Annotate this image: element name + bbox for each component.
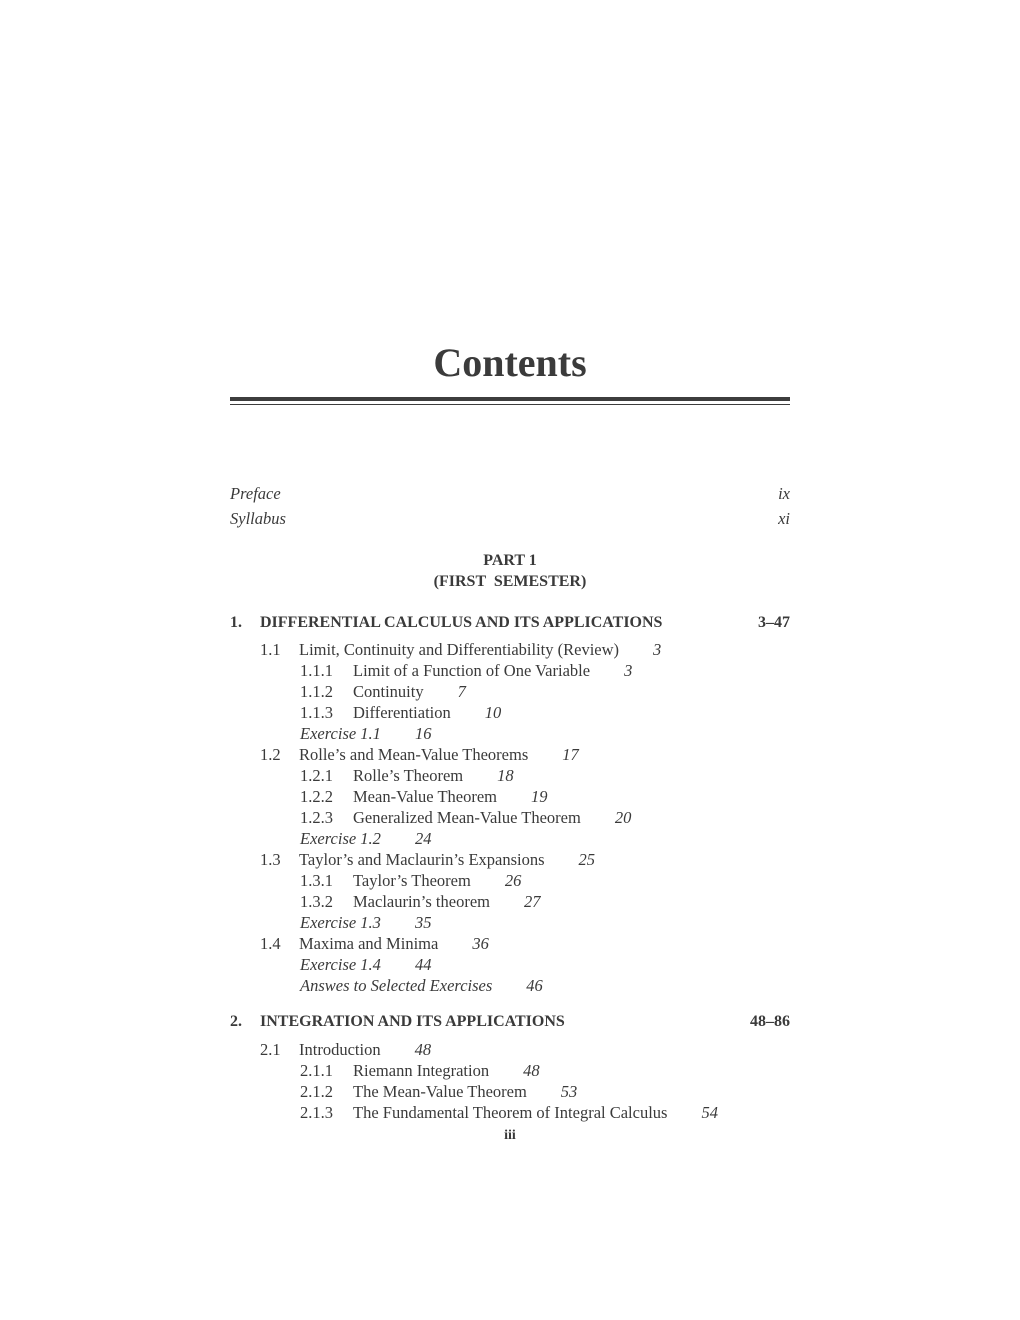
entry-title: Exercise 1.3	[300, 913, 381, 932]
chapter-page-range: 3–47	[758, 614, 790, 631]
entry-title: Exercise 1.4	[300, 955, 381, 974]
front-matter-preface[interactable]	[230, 483, 790, 505]
entry-page: 18	[497, 766, 514, 785]
entry-title: Exercise 1.2	[300, 829, 381, 848]
toc-entry[interactable]	[260, 744, 579, 766]
page-number: iii	[504, 1128, 516, 1143]
entry-page: 48	[414, 1040, 432, 1059]
toc-entry[interactable]	[300, 870, 521, 892]
chapter-title: DIFFERENTIAL CALCULUS AND ITS APPLICATIONS	[260, 614, 663, 631]
chapter-heading[interactable]	[230, 612, 790, 634]
toc-entry[interactable]	[300, 681, 466, 703]
entry-title: Introduction	[299, 1040, 381, 1059]
entry-page: 3	[653, 640, 662, 659]
entry-page: 10	[484, 703, 502, 722]
entry-page: 36	[472, 934, 489, 953]
entry-title: Rolle’s and Mean-Value Theorems	[299, 745, 529, 764]
toc-exercise[interactable]	[300, 912, 431, 934]
entry-title: Generalized Mean-Value Theorem	[353, 808, 581, 827]
entry-number: 1.4	[260, 934, 281, 953]
entry-number: 1.2.2	[300, 787, 333, 806]
entry-page: 27	[524, 892, 541, 911]
title-rule-thick	[230, 397, 790, 401]
toc-entry[interactable]	[300, 702, 501, 724]
entry-page: 3	[624, 661, 633, 680]
chapter-page-range: 48–86	[750, 1013, 790, 1030]
entry-title: Exercise 1.1	[300, 724, 381, 743]
entry-title: Limit of a Function of One Variable	[353, 661, 591, 680]
toc-entry[interactable]	[300, 807, 631, 829]
front-matter-label: Syllabus	[230, 509, 286, 528]
entry-title: Rolle’s Theorem	[353, 766, 464, 785]
part-subtitle: (FIRST SEMESTER)	[433, 573, 587, 590]
entry-number: 1.3.2	[300, 892, 333, 911]
entry-number: 1.1.2	[300, 682, 333, 701]
entry-number: 2.1	[260, 1040, 281, 1059]
entry-page: 54	[701, 1103, 718, 1122]
entry-page: 24	[414, 829, 432, 848]
chapter-number: 2.	[230, 1013, 242, 1030]
entry-number: 2.1.2	[300, 1082, 333, 1101]
toc-entry[interactable]	[300, 660, 632, 682]
entry-title: Limit, Continuity and Differentiability (Review)	[299, 640, 620, 659]
toc-entry[interactable]	[260, 849, 595, 871]
entry-page: 25	[578, 850, 596, 869]
entry-title: Continuity	[353, 682, 424, 701]
toc-answers[interactable]	[300, 975, 543, 997]
entry-title: Maclaurin’s theorem	[353, 892, 490, 911]
front-matter-page: xi	[778, 509, 790, 528]
toc-entry[interactable]	[300, 1081, 577, 1103]
entry-number: 1.2	[260, 745, 281, 764]
entry-title: Taylor’s and Maclaurin’s Expansions	[299, 850, 545, 869]
entry-number: 1.1.3	[300, 703, 333, 722]
entry-title: Taylor’s Theorem	[353, 871, 471, 890]
toc-entry[interactable]	[300, 765, 514, 787]
toc-exercise[interactable]	[300, 723, 431, 745]
chapter-heading[interactable]	[230, 1011, 790, 1033]
entry-page: 53	[560, 1082, 578, 1101]
entry-page: 35	[414, 913, 432, 932]
front-matter-label: Preface	[230, 484, 281, 503]
toc-entry[interactable]	[260, 639, 661, 661]
entry-page: 20	[614, 808, 632, 827]
entry-title: Differentiation	[353, 703, 451, 722]
entry-number: 1.3	[260, 850, 281, 869]
toc-entry[interactable]	[260, 933, 489, 955]
page-title: Contents	[433, 340, 587, 385]
front-matter-syllabus[interactable]	[230, 508, 790, 530]
entry-page: 48	[523, 1061, 540, 1080]
entry-title: The Fundamental Theorem of Integral Calculus	[353, 1103, 668, 1122]
chapter-title: INTEGRATION AND ITS APPLICATIONS	[260, 1013, 565, 1030]
entry-title: Mean-Value Theorem	[353, 787, 498, 806]
entry-page: 46	[526, 976, 543, 995]
entry-title: Maxima and Minima	[299, 934, 439, 953]
entry-number: 1.3.1	[300, 871, 333, 890]
toc-entry[interactable]	[300, 891, 541, 913]
entry-number: 1.1.1	[300, 661, 333, 680]
entry-page: 17	[562, 745, 579, 764]
toc-exercise[interactable]	[300, 828, 431, 850]
entry-number: 1.2.3	[300, 808, 333, 827]
entry-page: 7	[457, 682, 466, 701]
entry-page: 44	[414, 955, 432, 974]
entry-page: 26	[504, 871, 522, 890]
entry-number: 2.1.1	[300, 1061, 333, 1080]
chapter-number: 1.	[230, 614, 242, 631]
toc-entry[interactable]	[260, 1039, 431, 1061]
entry-number: 2.1.3	[300, 1103, 333, 1122]
entry-title: The Mean-Value Theorem	[353, 1082, 527, 1101]
entry-number: 1.1	[260, 640, 281, 659]
entry-title: Answes to Selected Exercises	[300, 976, 493, 995]
front-matter-page: ix	[778, 484, 790, 503]
entry-page: 19	[531, 787, 548, 806]
toc-exercise[interactable]	[300, 954, 431, 976]
toc-entry[interactable]	[300, 786, 548, 808]
part-label: PART 1	[483, 552, 537, 569]
entry-title: Riemann Integration	[353, 1061, 490, 1080]
entry-number: 1.2.1	[300, 766, 333, 785]
entry-page: 16	[414, 724, 432, 743]
title-rule-thin	[230, 404, 790, 405]
toc-entry[interactable]	[300, 1102, 718, 1124]
toc-entry[interactable]	[300, 1060, 540, 1082]
